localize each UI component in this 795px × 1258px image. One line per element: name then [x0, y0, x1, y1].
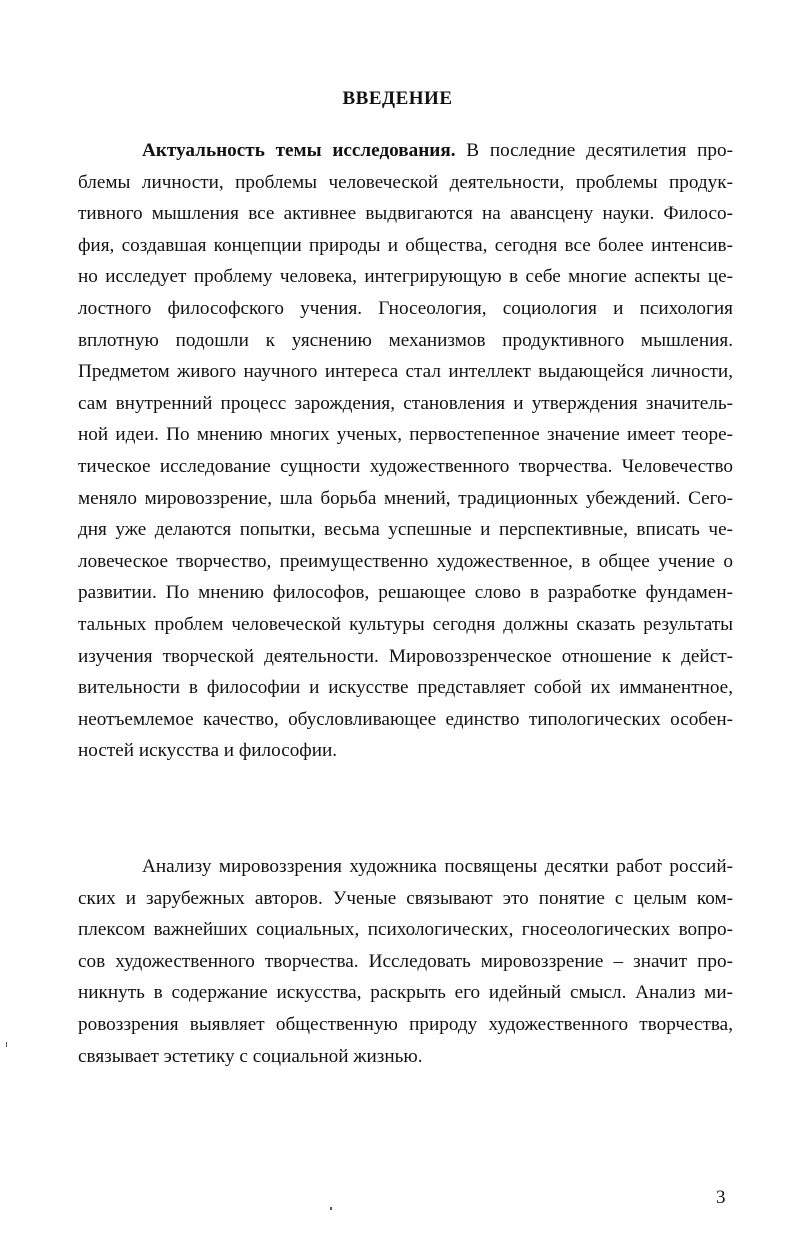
paragraph-line: тическое исследование сущности художественного творчества. Человечество [78, 455, 733, 477]
paragraph-line: ностей искусства и философии. [78, 740, 338, 762]
paragraph-line: ровоззрения выявляет общественную природу художественного творчества, [78, 1013, 733, 1035]
scan-speck [330, 1207, 332, 1210]
paragraph-line: развитии. По мнению философов, решающее слово в разработке фундамен- [78, 582, 733, 604]
paragraph-line: ной идеи. По мнению многих ученых, первостепенное значение имеет теоре- [78, 424, 733, 446]
paragraph-line: плексом важнейших социальных, психологических, гносеологических вопро- [78, 919, 733, 941]
paragraph-line: вплотную подошли к уяснению механизмов продуктивного мышления. [78, 329, 733, 351]
paragraph-line: изучения творческой деятельности. Мировоззренческое отношение к дейст- [78, 645, 733, 667]
line-text: В последние десятилетия про- [455, 140, 733, 161]
paragraph-line: сам внутренний процесс зарождения, становления и утверждения значитель- [78, 392, 733, 414]
lead-phrase: Актуальность темы исследования. [142, 140, 456, 161]
page-number: 3 [716, 1187, 726, 1208]
paragraph-line: ских и зарубежных авторов. Ученые связывают это понятие с целым ком- [78, 887, 733, 909]
paragraph-line: неотъемлемое качество, обусловливающее единство типологических особен- [78, 708, 733, 730]
paragraph-line: дня уже делаются попытки, весьма успешные и перспективные, вписать че- [78, 519, 733, 541]
paragraph-line: блемы личности, проблемы человеческой деятельности, проблемы продук- [78, 171, 733, 193]
paragraph-line: лостного философского учения. Гносеология, социология и психология [78, 297, 733, 319]
paragraph-line: ловеческое творчество, преимущественно художественное, в общее учение о [78, 550, 733, 572]
paragraph-line: связывает эстетику с социальной жизнью. [78, 1045, 423, 1067]
paragraph-line: тальных проблем человеческой культуры сегодня должны сказать результаты [78, 613, 733, 635]
paragraph-worldview [78, 851, 733, 1072]
paragraph-line: Анализу мировоззрения художника посвящены десятки работ россий- [142, 856, 733, 877]
paragraph-line: вительности в философии и искусстве представляет собой их имманентное, [78, 677, 733, 699]
section-heading: ВВЕДЕНИЕ [342, 88, 453, 109]
paragraph-line [78, 135, 733, 167]
scan-speck [6, 1042, 7, 1047]
paragraph-line: никнуть в содержание искусства, раскрыть его идейный смысл. Анализ ми- [78, 982, 733, 1004]
paragraph-line: сов художественного творчества. Исследовать мировоззрение – значит про- [78, 950, 733, 972]
paragraph-relevance [78, 135, 733, 767]
paragraph-line: но исследует проблему человека, интегрирующую в себе многие аспекты це- [78, 266, 733, 288]
paragraph-line: тивного мышления все активнее выдвигаются на авансцену науки. Филосо- [78, 203, 733, 225]
paragraph-line: меняло мировоззрение, шла борьба мнений, традиционных убеждений. Сего- [78, 487, 733, 509]
paragraph-line: фия, создавшая концепции природы и общества, сегодня все более интенсив- [78, 234, 733, 256]
paragraph-line: Предметом живого научного интереса стал интеллект выдающейся личности, [78, 361, 733, 383]
